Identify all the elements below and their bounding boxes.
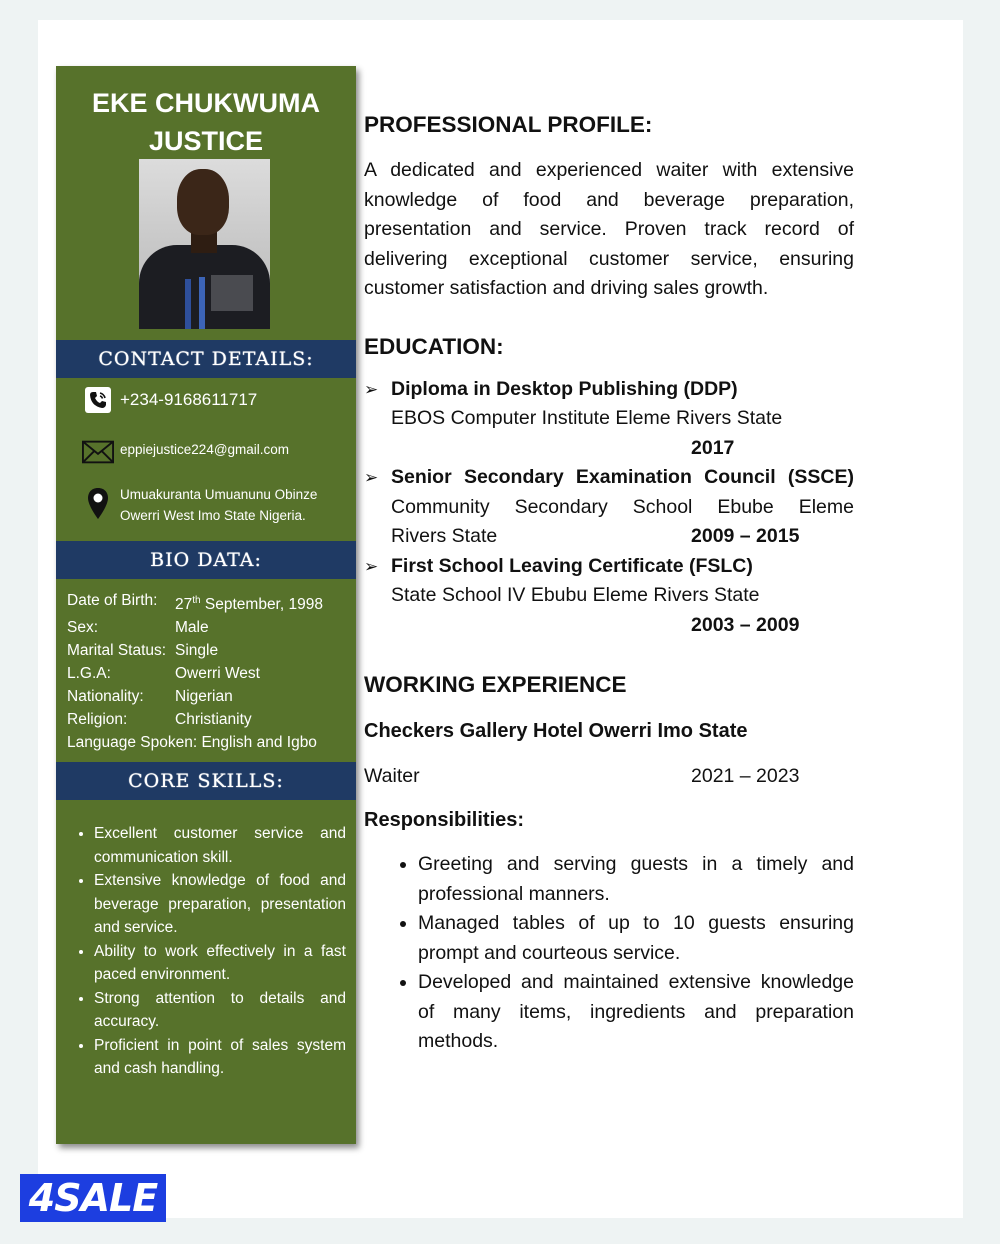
bio-label: Nationality:: [67, 688, 144, 706]
bio-label: Religion:: [67, 711, 128, 729]
arrow-bullet-icon: ➢: [364, 468, 379, 487]
education-title: Diploma in Desktop Publishing (DDP): [391, 377, 738, 400]
experience-heading: WORKING EXPERIENCE: [364, 672, 627, 697]
arrow-bullet-icon: ➢: [364, 556, 379, 576]
email-row: [82, 438, 289, 466]
bio-value: Single: [175, 642, 219, 660]
bio-row-language: Language Spoken: English and Igbo: [67, 734, 317, 752]
education-school-row: [391, 522, 854, 552]
education-school: EBOS Computer Institute Eleme Rivers State: [391, 407, 783, 429]
responsibility-item: • Greeting and serving guests in a timely and professional manners.: [418, 850, 854, 909]
bio-value: Nigerian: [175, 688, 233, 706]
responsibilities: [364, 850, 854, 1057]
skill-item: • Strong attention to details and accuracy.: [94, 987, 346, 1034]
address-line-1: Umuakuranta Umuanunu Obinze: [120, 487, 318, 502]
location-pin-icon: [82, 484, 114, 524]
bio-row-nationality: [67, 685, 347, 708]
education-school: State School IV Ebubu Eleme Rivers State: [391, 584, 760, 606]
profile-photo: [139, 159, 270, 329]
education-title: Senior Secondary Examination Council (SSCE): [391, 466, 854, 488]
bio-row-dob: [67, 589, 347, 616]
bio-row-religion: [67, 708, 347, 731]
envelope-icon: [82, 438, 114, 466]
bio-value: Male: [175, 619, 209, 637]
role-row: [364, 761, 854, 791]
bio-data: [67, 589, 347, 754]
education-school: Rivers State: [391, 525, 498, 547]
bio-row-sex: [67, 616, 347, 639]
watermark-badge: 4SALE: [20, 1174, 166, 1222]
education-item: [364, 463, 854, 552]
responsibility-item: • Managed tables of up to 10 guests ensuring prompt and courteous service.: [418, 909, 854, 968]
education-heading: EDUCATION:: [364, 333, 504, 359]
education-item: [364, 375, 854, 464]
profile-text: A dedicated and experienced waiter with extensive knowledge of food and beverage preparation, presentation and service. Proven track record of delivering exceptional customer service, ensuring customer satisfaction and driving sales growth.: [364, 159, 854, 299]
skill-item: • Extensive knowledge of food and beverage preparation, presentation and service.: [94, 869, 346, 940]
skill-item: • Ability to work effectively in a fast paced environment.: [94, 940, 346, 987]
name-line-2: JUSTICE: [148, 126, 264, 156]
role-years: 2021 – 2023: [691, 765, 800, 787]
skill-item: • Proficient in point of sales system and cash handling.: [94, 1034, 346, 1081]
education-item: [364, 552, 854, 641]
bio-label: L.G.A:: [67, 665, 111, 683]
profile-heading: PROFESSIONAL PROFILE:: [364, 112, 653, 137]
phone-icon: [82, 386, 114, 414]
candidate-name: [56, 84, 356, 160]
skill-item: • Excellent customer service and communication skill.: [94, 822, 346, 869]
bio-label: Sex:: [67, 619, 99, 637]
phone-number: +234-9168611717: [120, 390, 258, 409]
email-address: eppiejustice224@gmail.com: [120, 442, 290, 457]
employer: Checkers Gallery Hotel Owerri Imo State: [364, 720, 748, 742]
skills-heading: CORE SKILLS:: [56, 762, 356, 800]
bio-value: Owerri West: [175, 665, 260, 683]
bio-label: Marital Status:: [67, 642, 167, 660]
education-years: 2003 – 2009: [691, 613, 800, 636]
address-line-2: Owerri West Imo State Nigeria.: [120, 508, 306, 523]
bio-row-lga: [67, 662, 347, 685]
address-row: [82, 484, 317, 526]
bio-heading: BIO DATA:: [56, 541, 356, 579]
responsibility-item: • Developed and maintained extensive knowledge of many items, ingredients and preparation methods.: [418, 968, 854, 1057]
arrow-bullet-icon: ➢: [364, 379, 379, 399]
contact-heading: CONTACT DETAILS:: [56, 340, 356, 378]
resume-main: [364, 110, 854, 1057]
bio-value: Christianity: [175, 711, 252, 729]
resume-sidebar: [56, 66, 356, 1144]
phone-row: [82, 386, 257, 414]
core-skills: [66, 822, 346, 1081]
education-school: Community Secondary School Ebube Eleme: [391, 495, 854, 518]
education-years: 2017: [691, 436, 735, 459]
bio-label: Date of Birth:: [67, 592, 158, 609]
role-title: Waiter: [364, 765, 420, 787]
education-title: First School Leaving Certificate (FSLC): [391, 554, 753, 577]
education-years: 2009 – 2015: [691, 525, 800, 547]
bio-value: 27th September, 1998: [175, 595, 323, 614]
name-line-1: EKE CHUKWUMA: [92, 88, 320, 118]
bio-row-marital: [67, 639, 347, 662]
responsibilities-heading: Responsibilities:: [364, 809, 525, 831]
address: [120, 484, 317, 526]
